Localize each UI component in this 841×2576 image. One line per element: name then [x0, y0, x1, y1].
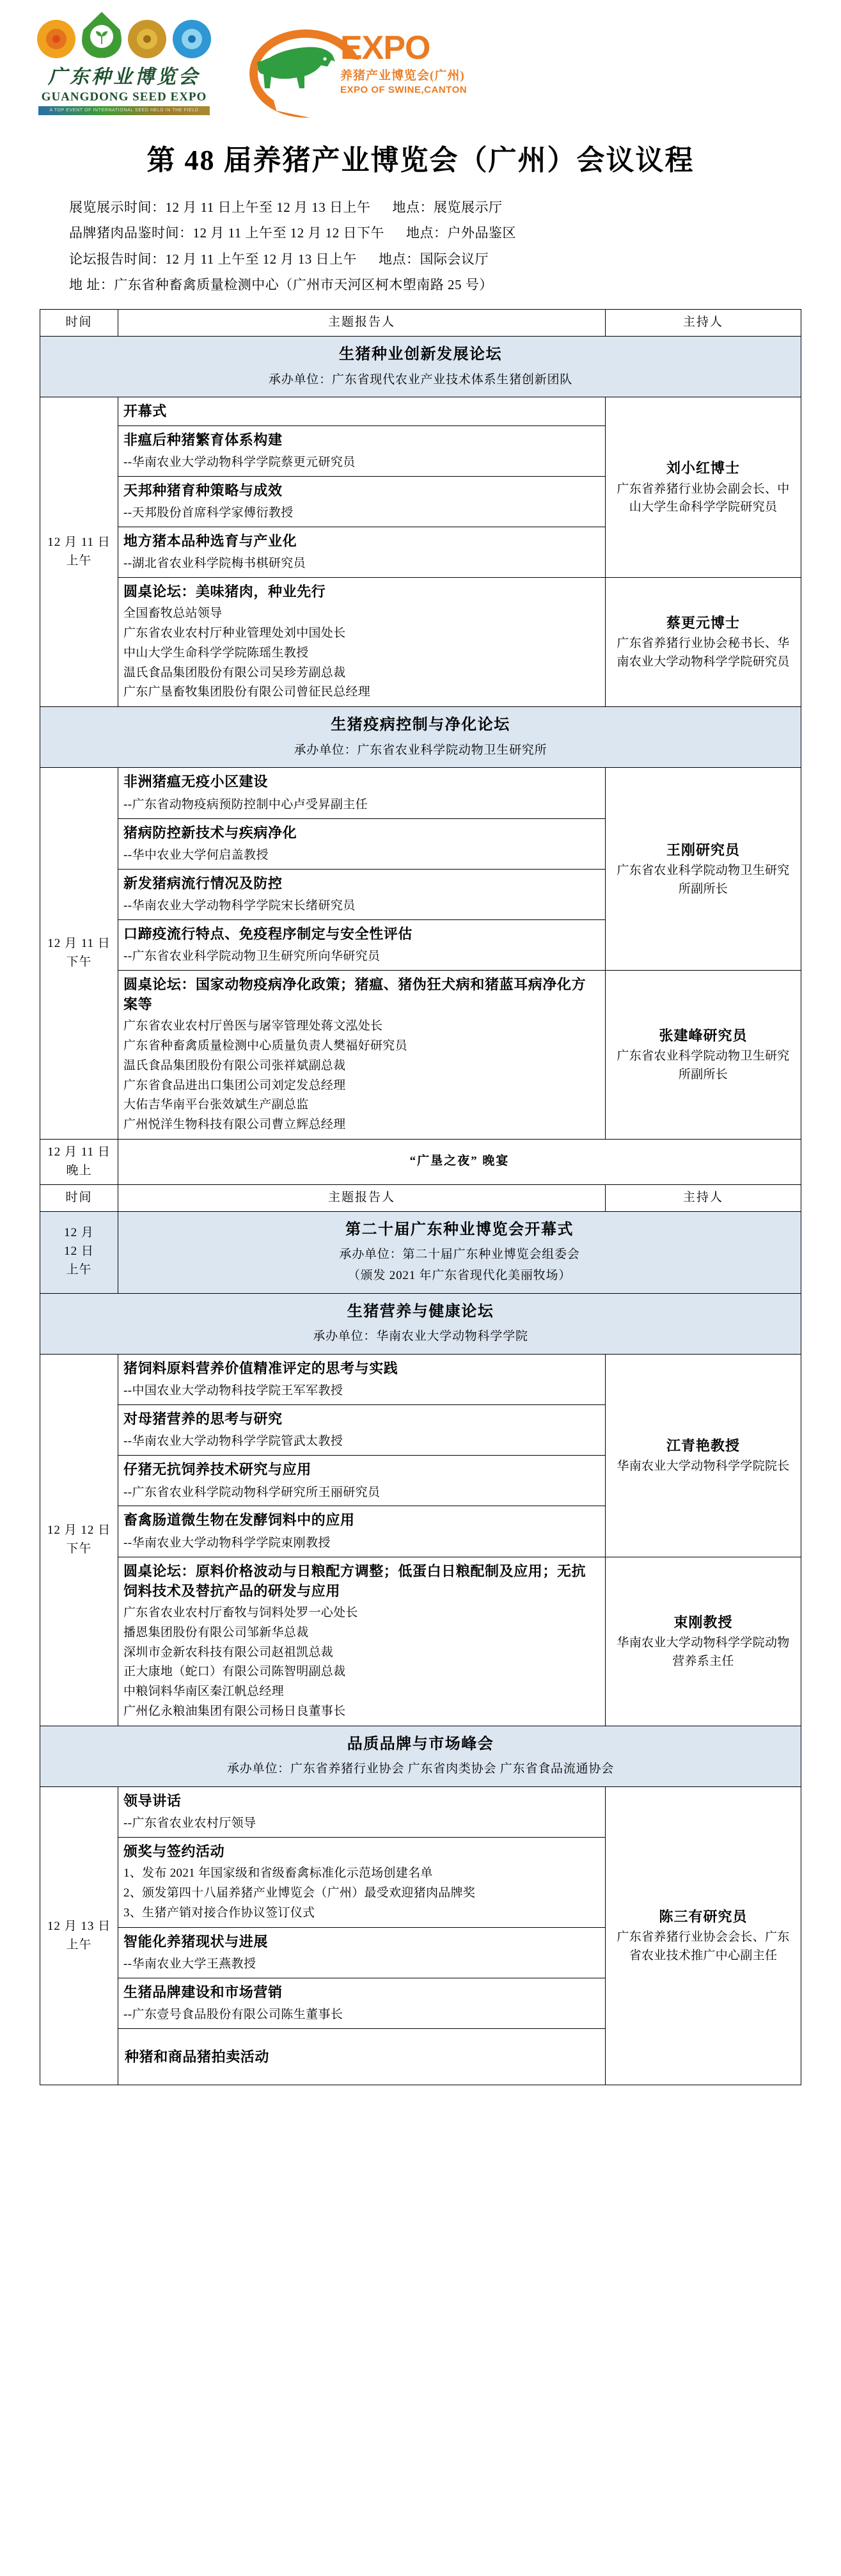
- host-name: 束刚教授: [673, 1614, 733, 1630]
- panelist: 广东省食品进出口集团公司刘定发总经理: [123, 1078, 346, 1092]
- forum-banner: [40, 707, 801, 768]
- meta-label: 论坛报告时间：12 月 11 上午至 12 月 13 日上午: [69, 251, 357, 267]
- session-cell: [118, 397, 606, 425]
- session-title: 天邦种猪育种策略与成效: [123, 482, 283, 498]
- forum-banner: [40, 337, 801, 397]
- session-title: 对母猪营养的思考与研究: [123, 1411, 283, 1427]
- meta-label: 展览展示时间：12 月 11 日上午至 12 月 13 日上午: [69, 200, 371, 215]
- panelist: 广东省农业农村厅种业管理处刘中国处长: [123, 626, 346, 640]
- forum-title: 生猪种业创新发展论坛: [339, 346, 502, 363]
- session-speaker: --华南农业大学动物科学学院管武太教授: [123, 1435, 343, 1449]
- panelist: 全国畜牧总站领导: [123, 607, 223, 621]
- panelist: 广东广垦畜牧集团股份有限公司曾征民总经理: [123, 685, 371, 699]
- host-cell: [606, 1557, 801, 1726]
- col-header-time: 时间: [40, 310, 118, 337]
- panelist: 广东省农业农村厅兽医与屠宰管理处蒋文泓处长: [123, 1019, 383, 1033]
- session-speaker: --华南农业大学动物科学学院束刚教授: [123, 1536, 331, 1550]
- session-title: 颁奖与签约活动: [123, 1843, 225, 1860]
- host-role: 广东省农业科学院动物卫生研究所副所长: [617, 864, 790, 896]
- time-cell: 12 月 11 日上午: [40, 397, 118, 707]
- session-cell: [118, 476, 606, 527]
- host-role: 广东省养猪行业协会秘书长、华南农业大学动物科学学院研究员: [617, 637, 790, 669]
- host-role: 广东省养猪行业协会副会长、中山大学生命科学学院研究员: [617, 482, 790, 514]
- forum-title: 生猪疫病控制与净化论坛: [331, 717, 510, 734]
- table-row: [40, 1557, 801, 1726]
- session-title: 领导讲话: [123, 1792, 182, 1809]
- forum-banner: [40, 1726, 801, 1786]
- meta-place: 地点：展览展示厅: [392, 200, 503, 215]
- session-speaker: --广东省动物疫病预防控制中心卢受昇副主任: [123, 797, 368, 811]
- forum-banner-row: [40, 337, 801, 397]
- session-cell: [118, 1456, 606, 1506]
- session-title: 生猪品牌建设和市场营销: [123, 1984, 283, 2000]
- meta-label: 地 址：广东省种畜禽质量检测中心（广州市天河区柯木塱南路 25 号）: [69, 276, 493, 292]
- session-title: 畜禽肠道微生物在发酵饲料中的应用: [123, 1512, 355, 1529]
- expo-logo-cn: 养猪产业博览会(广州): [340, 68, 465, 83]
- session-cell: [118, 1786, 606, 1837]
- seed-logo-cn: 广东种业博览会: [48, 66, 200, 88]
- host-cell: [606, 768, 801, 970]
- table-row: [40, 970, 801, 1139]
- session-cell: [118, 768, 606, 818]
- table-row: [40, 1786, 801, 1837]
- session-cell: [118, 1838, 606, 1928]
- forum-banner-row: [40, 1726, 801, 1786]
- award-list: [123, 1864, 600, 1923]
- session-title: 地方猪本品种选育与产业化: [123, 532, 297, 549]
- table-row: [40, 397, 801, 425]
- session-title: 非瘟后种猪繁育体系构建: [123, 431, 283, 448]
- session-title: 圆桌论坛：原料价格波动与日粮配方调整；低蛋白日粮配制及应用；无抗饲料技术及替抗产品的研发与应用: [123, 1562, 586, 1599]
- session-speaker: --广东省农业科学院动物卫生研究所向华研究员: [123, 950, 381, 963]
- host-name: 王刚研究员: [666, 841, 740, 858]
- session-title: 圆桌论坛：美味猪肉，种业先行: [123, 584, 326, 600]
- col-header-topic: 主题报告人: [118, 310, 606, 337]
- banquet-cell: “广垦之夜” 晚宴: [118, 1139, 801, 1184]
- forum-banner: [40, 1293, 801, 1354]
- host-cell: [606, 1355, 801, 1557]
- panelist: 正大康地（蛇口）有限公司陈智明副总裁: [123, 1665, 346, 1679]
- forum-banner-row: [40, 707, 801, 768]
- session-speaker: --中国农业大学动物科技学院王军军教授: [123, 1384, 343, 1398]
- session-speaker: --华南农业大学动物科学学院蔡更元研究员: [123, 455, 356, 469]
- table-row: [40, 1355, 801, 1405]
- session-title: 开幕式: [123, 403, 167, 420]
- session-title: 圆桌论坛：国家动物疫病净化政策；猪瘟、猪伪狂犬病和猪蓝耳病净化方案等: [123, 976, 586, 1013]
- panelist-list: [123, 604, 600, 703]
- panelist: 广州亿永粮油集团有限公司杨日良董事长: [123, 1704, 346, 1718]
- host-cell: [606, 1786, 801, 2085]
- award-item: 2、颁发第四十八届养猪产业博览会（广州）最受欢迎猪肉品牌奖: [123, 1886, 476, 1900]
- session-cell: [118, 1557, 606, 1726]
- session-title: 猪病防控新技术与疾病净化: [123, 824, 297, 841]
- session-cell: [118, 527, 606, 577]
- table-header-row: [40, 310, 801, 337]
- session-title: 猪饲料原料营养价值精准评定的思考与实践: [123, 1360, 398, 1377]
- seed-logo-en: GUANGDONG SEED EXPO: [41, 90, 207, 104]
- forum-banner: [118, 1211, 801, 1293]
- meta-row: [69, 246, 841, 272]
- session-cell: [118, 1506, 606, 1557]
- session-cell: [118, 1405, 606, 1456]
- swine-expo-logo: [248, 22, 467, 106]
- forum-title: 品质品牌与市场峰会: [347, 1735, 494, 1753]
- leaf-sprout-icon: [82, 12, 122, 58]
- session-cell: [118, 919, 606, 970]
- award-item: 3、生猪产销对接合作协议签订仪式: [123, 1905, 315, 1920]
- logo-bar: [0, 0, 841, 128]
- panelist-list: [123, 1017, 600, 1135]
- time-cell: 12 月 12 日下午: [40, 1355, 118, 1726]
- host-role: 广东省农业科学院动物卫生研究所副所长: [617, 1049, 790, 1082]
- table-header-row: [40, 1184, 801, 1211]
- panelist: 广东省农业农村厅畜牧与饲料处罗一心处长: [123, 1606, 358, 1620]
- forum-organizer: 承办单位：广东省现代农业产业技术体系生猪创新团队: [268, 372, 573, 386]
- col-header-host: 主持人: [606, 1184, 801, 1211]
- session-cell: [118, 2028, 606, 2085]
- panelist: 广东省种畜禽质量检测中心质量负责人樊福好研究员: [123, 1039, 407, 1053]
- sprout-icon: [95, 29, 109, 44]
- expo-logo-word: EXPO: [340, 29, 430, 67]
- event-meta: [69, 195, 841, 298]
- pig-silhouette-icon: [256, 42, 339, 92]
- table-row: [40, 768, 801, 818]
- panelist-list: [123, 1603, 600, 1722]
- forum-title: 生猪营养与健康论坛: [347, 1303, 494, 1320]
- session-cell: [118, 970, 606, 1139]
- panelist: 中山大学生命科学学院陈瑶生教授: [123, 646, 309, 660]
- meta-place: 地点：国际会议厅: [378, 251, 489, 267]
- panelist: 温氏食品集团股份有限公司吴珍芳副总裁: [123, 665, 346, 680]
- session-cell: [118, 1355, 606, 1405]
- session-speaker: --广东省农业农村厅领导: [123, 1817, 256, 1831]
- session-speaker: --华中农业大学何启盖教授: [123, 848, 269, 862]
- host-role: 华南农业大学动物科学学院动物营养系主任: [617, 1635, 790, 1668]
- session-cell: [118, 425, 606, 476]
- panelist: 播恩集团股份有限公司邹新华总裁: [123, 1625, 309, 1639]
- table-row: [40, 1139, 801, 1184]
- forum-banner-row: [40, 1211, 801, 1293]
- session-title: 非洲猪瘟无疫小区建设: [123, 774, 269, 790]
- table-row: [40, 578, 801, 707]
- host-name: 蔡更元博士: [666, 614, 740, 631]
- panelist: 中粮饲料华南区秦江帆总经理: [123, 1685, 284, 1699]
- time-cell: 12 月 12 日 上午: [40, 1211, 118, 1293]
- host-name: 陈三有研究员: [659, 1908, 748, 1925]
- host-role: 华南农业大学动物科学学院院长: [617, 1459, 790, 1474]
- host-cell: [606, 578, 801, 707]
- session-title: 新发猪病流行情况及防控: [123, 875, 283, 891]
- forum-banner-row: [40, 1293, 801, 1354]
- session-cell: [118, 818, 606, 869]
- session-speaker: --华南农业大学动物科学学院宋长绪研究员: [123, 898, 356, 912]
- session-title: 智能化养猪现状与进展: [123, 1933, 269, 1950]
- seed-dots-icon: [37, 13, 211, 58]
- session-title: 种猪和商品猪拍卖活动: [125, 2048, 270, 2065]
- session-speaker: --广东壹号食品股份有限公司陈生董事长: [123, 2007, 343, 2021]
- time-cell: 12 月 13 日上午: [40, 1786, 118, 2085]
- session-title: 口蹄疫流行特点、免疫程序制定与安全性评估: [123, 925, 413, 942]
- meta-label: 品牌猪肉品鉴时间：12 月 11 上午至 12 月 12 日下午: [69, 225, 384, 241]
- host-name: 张建峰研究员: [659, 1027, 748, 1044]
- session-cell: [118, 869, 606, 919]
- meta-place: 地点：户外品鉴区: [405, 225, 516, 241]
- session-speaker: --湖北省农业科学院梅书棋研究员: [123, 557, 306, 571]
- session-cell: [118, 1927, 606, 1978]
- host-role: 广东省养猪行业协会会长、广东省农业技术推广中心副主任: [617, 1930, 790, 1963]
- meta-row: [69, 220, 841, 246]
- session-speaker: --广东省农业科学院动物科学研究所王丽研究员: [123, 1485, 381, 1499]
- seed-logo-strip: A TOP EVENT OF INTERNATIONAL SEED HELD IN THE FIELD: [38, 106, 210, 115]
- host-name: 江青艳教授: [666, 1437, 740, 1454]
- forum-organizer: 承办单位：第二十届广东种业博览会组委会: [339, 1248, 580, 1262]
- host-cell: [606, 970, 801, 1139]
- session-cell: [118, 1978, 606, 2028]
- meta-row: [69, 195, 841, 220]
- forum-organizer: 承办单位：华南农业大学动物科学学院: [313, 1330, 528, 1344]
- panelist: 大佑吉华南平台张效斌生产副总监: [123, 1098, 309, 1112]
- page-title: 第 48 届养猪产业博览会（广州）会议议程: [146, 145, 695, 176]
- panelist: 深圳市金新农科技有限公司赵祖凯总裁: [123, 1645, 334, 1659]
- expo-logo-en: EXPO OF SWINE,CANTON: [340, 84, 468, 95]
- forum-organizer: 承办单位：广东省农业科学院动物卫生研究所: [294, 743, 547, 757]
- col-header-topic: 主题报告人: [118, 1184, 606, 1211]
- panelist: 温氏食品集团股份有限公司张祥斌副总裁: [123, 1058, 346, 1072]
- time-cell: 12 月 11 日晚上: [40, 1139, 118, 1184]
- session-speaker: --天邦股份首席科学家傅衍教授: [123, 506, 294, 520]
- session-cell: [118, 578, 606, 707]
- time-cell: 12 月 11 日下午: [40, 768, 118, 1140]
- session-speaker: --华南农业大学王燕教授: [123, 1957, 256, 1971]
- meta-row: [69, 272, 841, 298]
- award-item: 1、发布 2021 年国家级和省级畜禽标准化示范场创建名单: [123, 1866, 433, 1880]
- forum-title: 第二十届广东种业博览会开幕式: [345, 1221, 574, 1238]
- col-header-time: 时间: [40, 1184, 118, 1211]
- session-title: 仔猪无抗饲养技术研究与应用: [123, 1461, 311, 1478]
- panelist: 广州悦洋生物科技有限公司曹立辉总经理: [123, 1118, 346, 1132]
- col-header-host: 主持人: [606, 310, 801, 337]
- host-name: 刘小红博士: [666, 460, 740, 477]
- guangdong-seed-expo-logo: [37, 13, 211, 115]
- agenda-table: [40, 309, 801, 2085]
- host-cell: [606, 397, 801, 578]
- forum-organizer: 承办单位：广东省养猪行业协会 广东省肉类协会 广东省食品流通协会: [226, 1762, 615, 1776]
- forum-note: （颁发 2021 年广东省现代化美丽牧场）: [347, 1268, 572, 1282]
